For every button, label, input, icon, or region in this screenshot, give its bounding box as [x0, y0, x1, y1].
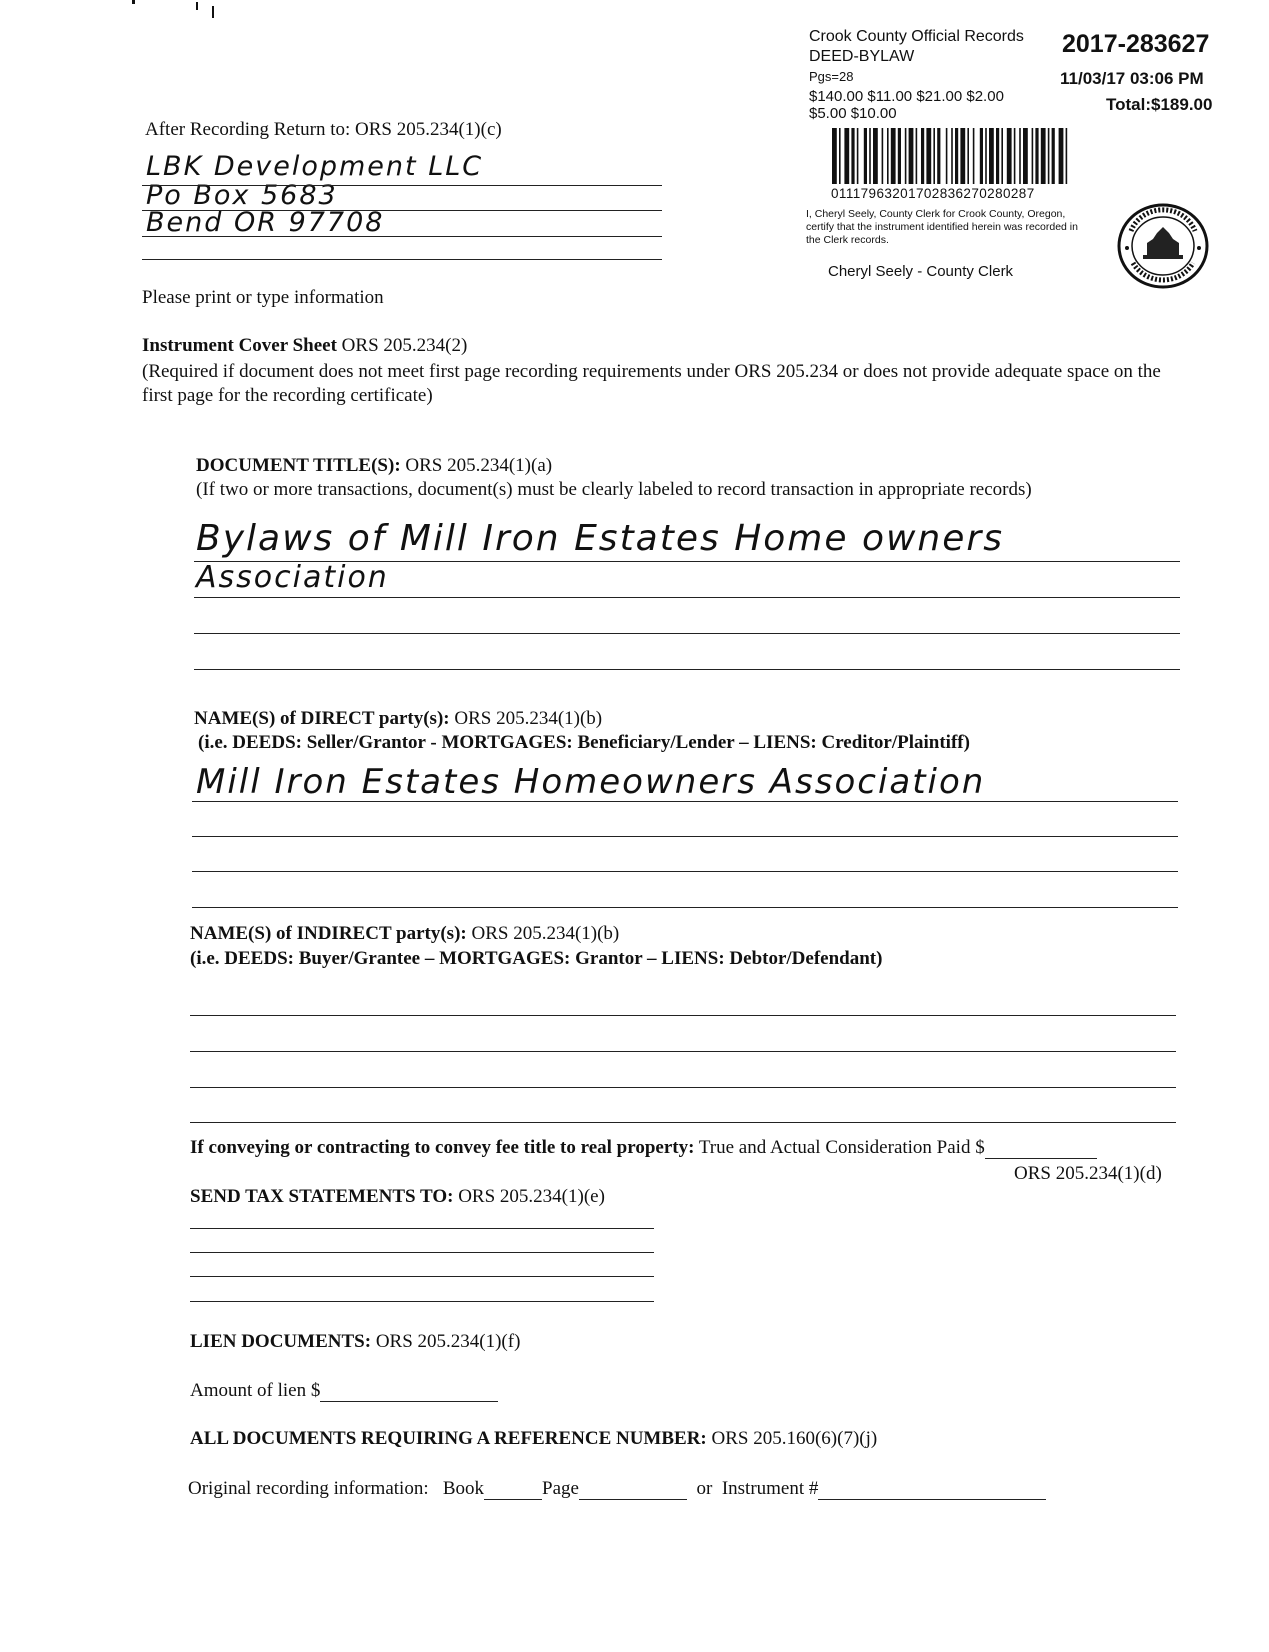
barcode-number: 01117963201702836270280287 — [831, 186, 1035, 201]
fees-line-2: $5.00 $10.00 — [809, 105, 897, 122]
instrument-label: Instrument # — [721, 1478, 819, 1499]
direct-party-ors: ORS 205.234(1)(b) — [454, 708, 603, 729]
consideration-label: If conveying or contracting to convey fee title to real property: — [190, 1137, 695, 1158]
document-title-rule-4 — [194, 669, 1180, 670]
original-recording-row — [188, 1478, 1046, 1500]
return-to-rule-4 — [142, 259, 662, 260]
document-title-rule-3 — [194, 633, 1180, 634]
lien-documents-label: LIEN DOCUMENTS: — [190, 1331, 372, 1352]
return-to-header — [145, 119, 502, 141]
recorded-datetime: 11/03/17 03:06 PM — [1060, 69, 1204, 88]
scan-mark — [212, 6, 214, 18]
tax-statements-rule-1 — [190, 1228, 654, 1229]
indirect-party-rule-2 — [190, 1051, 1176, 1052]
return-to-ors: ORS 205.234(1)(c) — [355, 119, 502, 140]
direct-party-note: (i.e. DEEDS: Seller/Grantor - MORTGAGES: Beneficiary/Lender – LIENS: Creditor/Plaintiff) — [198, 732, 970, 753]
doc-type: DEED-BYLAW — [809, 48, 915, 65]
total-fee: Total:$189.00 — [1106, 95, 1213, 114]
indirect-party-note: (i.e. DEEDS: Buyer/Grantee – MORTGAGES: Grantor – LIENS: Debtor/Defendant) — [190, 948, 883, 969]
document-title-line-2: Association — [196, 560, 389, 595]
scan-mark — [132, 0, 135, 4]
tax-statements-rule-2 — [190, 1252, 654, 1253]
lien-documents-ors: ORS 205.234(1)(f) — [375, 1331, 521, 1352]
cover-sheet-ors: ORS 205.234(2) — [341, 335, 468, 356]
indirect-party-header — [190, 923, 619, 945]
consideration-ors: ORS 205.234(1)(d) — [1014, 1163, 1162, 1184]
document-title-rule-2 — [194, 597, 1180, 598]
return-to-rule-1 — [142, 185, 662, 186]
reference-number-header — [190, 1428, 877, 1450]
clerk-certification: I, Cheryl Seely, County Clerk for Crook County, Oregon, certify that the instrument identified herein was recorded in the Clerk records. — [806, 208, 1078, 246]
county-seal-icon — [1117, 203, 1209, 289]
direct-party-rule-3 — [192, 871, 1178, 872]
tax-statements-rule-4 — [190, 1301, 654, 1302]
tax-statements-header — [190, 1186, 605, 1208]
page-count: Pgs=28 — [809, 69, 854, 84]
indirect-party-rule-4 — [190, 1122, 1176, 1123]
print-instructions: Please print or type information — [142, 287, 384, 308]
reference-number-label: ALL DOCUMENTS REQUIRING A REFERENCE NUMBER: — [190, 1428, 707, 1449]
indirect-party-label: NAME(S) of INDIRECT party(s): — [190, 923, 467, 944]
or-label: or — [696, 1478, 713, 1499]
book-label: Book — [442, 1478, 485, 1499]
instrument-field[interactable] — [818, 1481, 1046, 1500]
tax-statements-rule-3 — [190, 1276, 654, 1277]
direct-party-label: NAME(S) of DIRECT party(s): — [194, 708, 450, 729]
tax-statements-ors: ORS 205.234(1)(e) — [458, 1186, 605, 1207]
direct-party-rule-4 — [192, 907, 1178, 908]
document-title-note: (If two or more transactions, document(s) must be clearly labeled to record transaction in appropriate records) — [196, 479, 1032, 500]
tax-statements-label: SEND TAX STATEMENTS TO: — [190, 1186, 454, 1207]
reference-number-ors: ORS 205.160(6)(7)(j) — [711, 1428, 878, 1449]
original-recording-label: Original recording information: — [188, 1478, 429, 1499]
clerk-name: Cheryl Seely - County Clerk — [828, 263, 1014, 280]
direct-party-header — [194, 708, 602, 730]
fees-line-1: $140.00 $11.00 $21.00 $2.00 — [809, 88, 1004, 105]
direct-party-rule-2 — [192, 836, 1178, 837]
lien-amount-field[interactable] — [320, 1383, 498, 1402]
document-title-rule-1 — [194, 561, 1180, 562]
consideration-amount-field[interactable] — [985, 1140, 1097, 1159]
document-title-header — [196, 455, 552, 477]
return-to-line-2: Po Box 5683 — [146, 180, 338, 211]
direct-party-rule-1 — [192, 801, 1178, 802]
return-to-line-1: LBK Development LLC — [146, 151, 484, 182]
consideration-row — [190, 1137, 1097, 1159]
lien-amount-row — [190, 1380, 498, 1402]
return-to-rule-2 — [142, 210, 662, 211]
document-title-label: DOCUMENT TITLE(S): — [196, 455, 401, 476]
return-to-label: After Recording Return to: — [145, 119, 351, 140]
records-office: Crook County Official Records — [809, 28, 1024, 45]
page-label: Page — [542, 1478, 579, 1499]
document-title-ors: ORS 205.234(1)(a) — [405, 455, 553, 476]
cover-sheet-title: Instrument Cover Sheet — [142, 335, 337, 356]
scan-mark — [196, 2, 198, 10]
direct-party-line-1: Mill Iron Estates Homeowners Association — [196, 762, 986, 802]
cover-sheet-note: (Required if document does not meet first page recording requirements under ORS 205.234 or does not provide adequate space on the first page for the recording certificate) — [142, 361, 1161, 406]
book-field[interactable] — [484, 1481, 542, 1500]
indirect-party-ors: ORS 205.234(1)(b) — [471, 923, 620, 944]
return-to-rule-3 — [142, 236, 662, 237]
indirect-party-rule-1 — [190, 1015, 1176, 1016]
lien-amount-label: Amount of lien $ — [190, 1380, 321, 1401]
cover-sheet-header — [142, 335, 467, 357]
return-to-line-3: Bend OR 97708 — [146, 207, 385, 238]
lien-documents-header — [190, 1331, 520, 1353]
indirect-party-rule-3 — [190, 1087, 1176, 1088]
consideration-text: True and Actual Consideration Paid $ — [698, 1137, 985, 1158]
document-title-line-1: Bylaws of Mill Iron Estates Home owners — [196, 518, 1004, 559]
page-field[interactable] — [579, 1481, 687, 1500]
barcode — [830, 128, 1210, 184]
document-number: 2017-283627 — [1062, 30, 1210, 58]
